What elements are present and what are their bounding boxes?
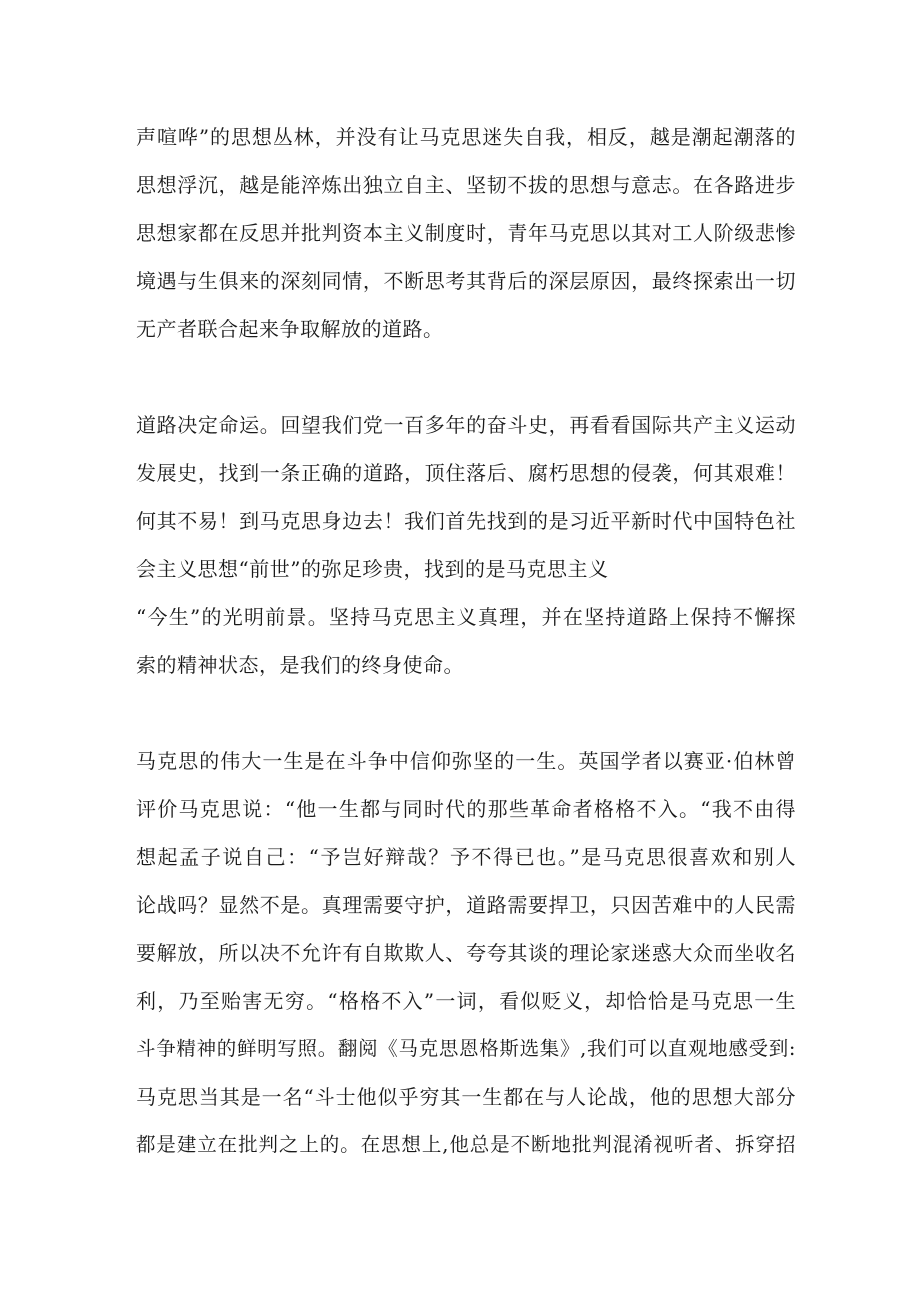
text-line: 发展史，找到一条正确的道路，顶住落后、腐朽思想的侵袭，何其艰难！ (136, 461, 796, 485)
text-line: 何其不易！到马克思身边去！我们首先找到的是习近平新时代中国特色社 (136, 509, 796, 533)
text-line: 斗争精神的鲜明写照。翻阅《马克思恩格斯选集》,我们可以直观地感受到: (136, 1037, 796, 1060)
paragraph-1 (136, 113, 796, 353)
text-line: 想起孟子说自己：“予岂好辩哉？予不得已也。”是马克思很喜欢和别人 (136, 845, 796, 869)
paragraph-3 (136, 737, 796, 1169)
text-line: 道路决定命运。回望我们党一百多年的奋斗史，再看看国际共产主义运动 (136, 413, 796, 437)
text-line: 境遇与生俱来的深刻同情，不断思考其背后的深层原因，最终探索出一切 (136, 269, 796, 293)
text-line: 要解放，所以决不允许有自欺欺人、夸夸其谈的理论家迷惑大众而坐收名 (136, 941, 796, 965)
text-line: 都是建立在批判之上的。在思想上,他总是不断地批判混淆视听者、拆穿招 (136, 1133, 796, 1156)
text-line: “今生”的光明前景。坚持马克思主义真理，并在坚持道路上保持不懈探 (136, 605, 796, 629)
text-line: 马克思当其是一名“斗士他似乎穷其一生都在与人论战，他的思想大部分 (136, 1085, 796, 1109)
text-line: 无产者联合起来争取解放的道路。 (136, 317, 444, 341)
text-line: 会主义思想“前世”的弥足珍贵，找到的是马克思主义 (136, 557, 609, 581)
text-line: 马克思的伟大一生是在斗争中信仰弥坚的一生。英国学者以赛亚·伯林曾 (136, 749, 796, 773)
text-line: 索的精神状态，是我们的终身使命。 (136, 653, 464, 677)
text-line: 论战吗？显然不是。真理需要守护，道路需要捍卫，只因苦难中的人民需 (136, 893, 796, 917)
text-line: 思想浮沉，越是能淬炼出独立自主、坚韧不拔的思想与意志。在各路进步 (136, 173, 796, 197)
text-line: 利，乃至贻害无穷。“格格不入”一词，看似贬义，却恰恰是马克思一生 (136, 989, 796, 1013)
text-line: 评价马克思说：“他一生都与同时代的那些革命者格格不入。“我不由得 (136, 797, 796, 821)
text-line: 声喧哗”的思想丛林，并没有让马克思迷失自我，相反，越是潮起潮落的 (136, 125, 796, 149)
paragraph-2 (136, 401, 796, 689)
text-line: 思想家都在反思并批判资本主义制度时，青年马克思以其对工人阶级悲惨 (136, 221, 796, 245)
